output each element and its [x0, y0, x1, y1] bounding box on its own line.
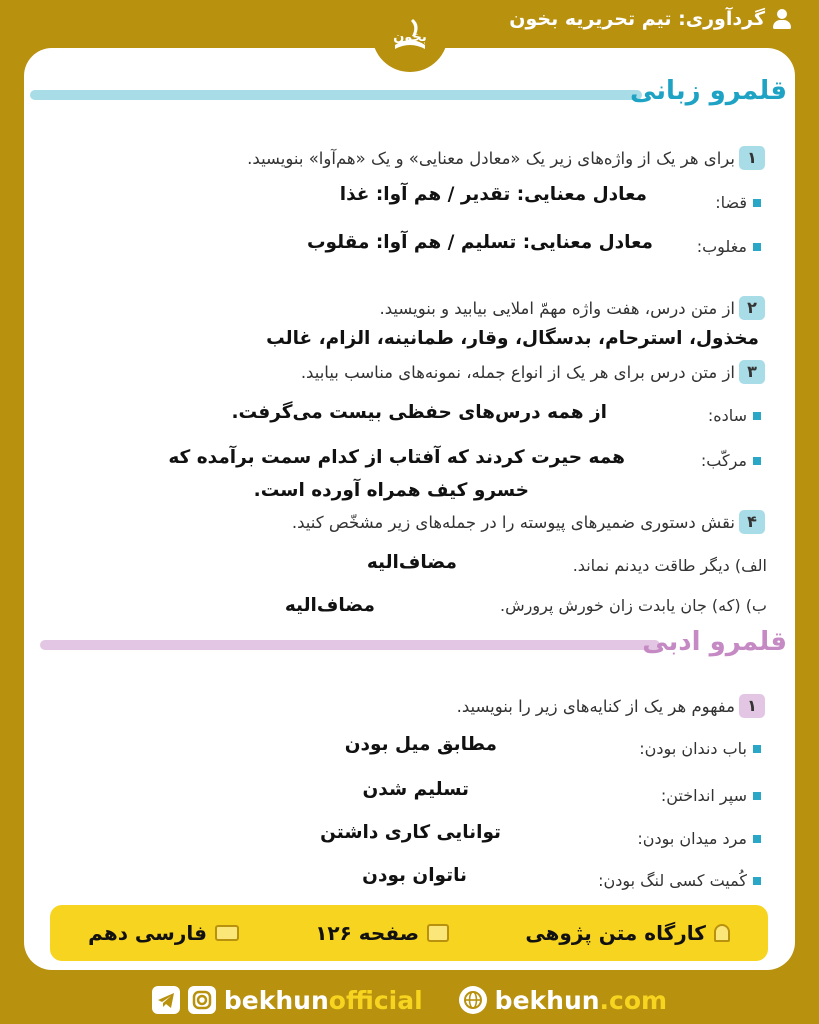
s2-q1-prompt: مفهوم هر یک از کنایه‌های زیر را بنویسید. — [456, 696, 735, 716]
s2-item3-label-wrap — [637, 829, 761, 848]
section1-bar — [30, 90, 642, 100]
q3-item1-label-wrap — [708, 406, 761, 425]
s2-item3-answer: توانایی کاری داشتن — [320, 822, 501, 843]
site-prefix: bekhun — [494, 985, 600, 1015]
q1-item1-answer: معادل معنایی: تقدیر / هم آوا: غذا — [339, 184, 647, 205]
s2-item4-answer: ناتوان بودن — [362, 865, 467, 886]
q1-item2-label: مغلوب: — [696, 237, 747, 256]
q3-item2-answer-line1: همه حیرت کردند که آفتاب از کدام سمت برآمده که — [168, 447, 625, 468]
social-suffix: official — [328, 985, 423, 1015]
s2-item2-answer: تسلیم شدن — [362, 779, 469, 800]
books-icon — [215, 925, 239, 941]
q1-prompt: برای هر یک از واژه‌های زیر یک «معادل معنایی» و یک «هم‌آوا» بنویسید. — [247, 148, 735, 168]
q2-prompt-line — [380, 296, 765, 320]
q3-item1-label: ساده: — [707, 406, 747, 425]
q4-item1-answer: مضاف‌الیه — [366, 552, 457, 573]
footer-page — [315, 921, 449, 945]
q3-number: ۳ — [739, 360, 765, 384]
website-link[interactable] — [459, 986, 667, 1015]
footer-book-text: فارسی دهم — [88, 921, 207, 945]
q3-item2-answer-line2: خسرو کیف همراه آورده است. — [253, 480, 529, 501]
q1-item1-label: قضا: — [715, 193, 747, 212]
globe-icon[interactable] — [459, 986, 487, 1014]
bullet-icon — [753, 457, 761, 465]
q4-item2-answer: مضاف‌الیه — [284, 595, 375, 616]
q1-item2-label-wrap — [697, 237, 761, 256]
telegram-icon[interactable] — [152, 986, 180, 1014]
s2-item3-label: مرد میدان بودن: — [637, 829, 747, 848]
q3-item2-label: مرکّب: — [700, 451, 747, 470]
bullet-icon — [753, 243, 761, 251]
bullet-icon — [753, 877, 761, 885]
footer-book — [88, 921, 239, 945]
q4-number: ۴ — [739, 510, 765, 534]
bottom-branding — [0, 982, 819, 1018]
book-icon — [427, 924, 449, 942]
bullet-icon — [753, 792, 761, 800]
q2-answer: مخذول، استرحام، بدسگال، وقار، طمانینه، الزام، غالب — [266, 328, 759, 349]
s2-item4-label-wrap — [598, 871, 761, 890]
social-handle[interactable] — [152, 986, 423, 1015]
s2-item1-label-wrap — [639, 739, 761, 758]
student-icon — [714, 924, 730, 942]
credit-text: گردآوری: تیم تحریریه بخون — [509, 8, 765, 30]
s2-item2-label: سپر انداختن: — [660, 786, 747, 805]
q3-prompt-line — [301, 360, 765, 384]
q4-prompt-line — [292, 510, 765, 534]
s2-item1-label: باب دندان بودن: — [639, 739, 747, 758]
footer-bar — [50, 905, 768, 961]
q3-item1-answer: از همه درس‌های حفظی بیست می‌گرفت. — [231, 402, 607, 423]
social-prefix: bekhun — [223, 985, 329, 1015]
bullet-icon — [753, 745, 761, 753]
section1-title: قلمرو زبانی — [629, 76, 787, 106]
footer-page-text: صفحه ۱۲۶ — [315, 921, 420, 945]
s2-item4-label: کُمیت کسی لنگ بودن: — [598, 871, 747, 890]
q4-item2-label: ب) (که) جان یابدت زان خورش پرورش. — [500, 596, 767, 615]
site-suffix: .com — [599, 985, 668, 1015]
s2-q1-prompt-line — [457, 694, 765, 718]
q1-item1-label-wrap — [715, 193, 761, 212]
q3-item2-label-wrap — [701, 451, 761, 470]
user-icon — [773, 9, 791, 29]
s2-q1-number: ۱ — [739, 694, 765, 718]
bullet-icon — [753, 835, 761, 843]
q4-item1-label: الف) دیگر طاقت دیدنم نماند. — [572, 556, 767, 575]
footer-workshop — [525, 921, 730, 945]
q2-number: ۲ — [739, 296, 765, 320]
q2-prompt: از متن درس، هفت واژه مهمّ املایی بیابید و بنویسید. — [379, 298, 735, 318]
q4-prompt: نقش دستوری ضمیرهای پیوسته را در جمله‌های زیر مشخّص کنید. — [291, 512, 735, 532]
bullet-icon — [753, 412, 761, 420]
q1-prompt-line — [247, 146, 765, 170]
instagram-icon[interactable] — [188, 986, 216, 1014]
q1-item2-answer: معادل معنایی: تسلیم / هم آوا: مقلوب — [306, 232, 653, 253]
logo-icon — [385, 11, 435, 61]
section2-title: قلمرو ادبی — [642, 627, 787, 657]
s2-item1-answer: مطابق میل بودن — [344, 734, 497, 755]
bullet-icon — [753, 199, 761, 207]
s2-item2-label-wrap — [661, 786, 761, 805]
q3-prompt: از متن درس برای هر یک از انواع جمله، نمونه‌های مناسب بیابید. — [300, 362, 735, 382]
q1-number: ۱ — [739, 146, 765, 170]
section2-bar — [40, 640, 660, 650]
footer-workshop-text: کارگاه متن پژوهی — [525, 921, 706, 945]
header-credit — [509, 8, 791, 30]
logo-text: بخون — [393, 30, 427, 45]
